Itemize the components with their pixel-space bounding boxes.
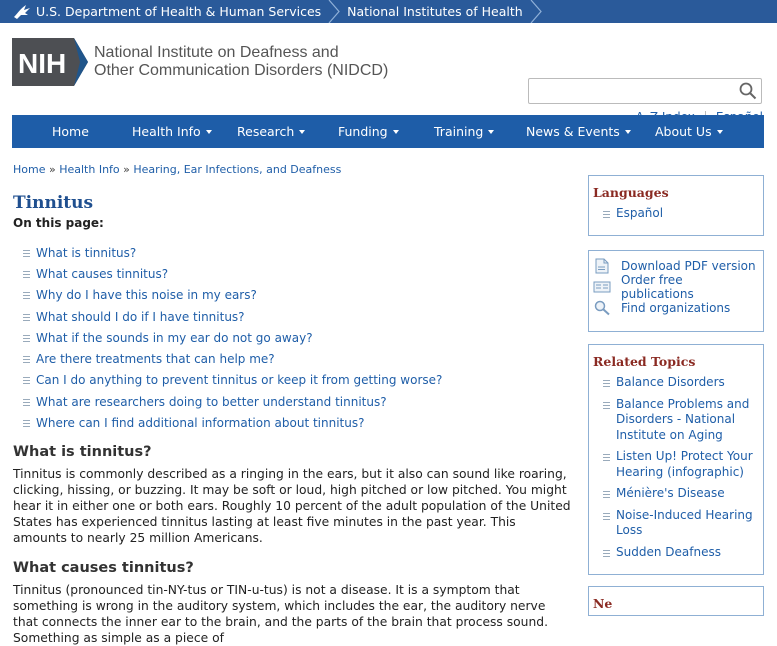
related-topic-item bbox=[603, 486, 757, 502]
nih-link[interactable]: National Institutes of Health bbox=[347, 4, 523, 19]
nav-health-info-label: Health Info bbox=[132, 124, 201, 139]
toc-link[interactable]: Can I do anything to prevent tinnitus or keep it from getting worse? bbox=[36, 373, 443, 388]
hhs-eagle-icon bbox=[12, 3, 32, 21]
breadcrumb bbox=[13, 163, 341, 176]
breadcrumb-home[interactable]: Home bbox=[13, 163, 46, 176]
related-topic-item bbox=[603, 397, 757, 444]
nav-home-label: Home bbox=[52, 124, 89, 139]
toc-link[interactable]: Where can I find additional information about tinnitus? bbox=[36, 416, 365, 431]
breadcrumb-separator: » bbox=[119, 163, 134, 176]
main-nav bbox=[12, 115, 764, 148]
nih-logo-icon bbox=[12, 38, 88, 86]
toc-item bbox=[23, 306, 573, 327]
toc-link[interactable]: Are there treatments that can help me? bbox=[36, 352, 275, 367]
next-box-title: Ne bbox=[593, 596, 613, 611]
institute-name bbox=[94, 44, 388, 80]
bullet-icon bbox=[603, 402, 610, 409]
related-topic-item bbox=[603, 375, 757, 391]
bullet-icon bbox=[23, 356, 30, 363]
related-topics-title: Related Topics bbox=[593, 354, 696, 369]
related-topic-item bbox=[603, 545, 757, 561]
related-topics-box bbox=[588, 344, 764, 575]
nav-health-info[interactable] bbox=[132, 115, 212, 148]
chevron-separator-icon bbox=[529, 0, 543, 23]
toc-link[interactable]: What should I do if I have tinnitus? bbox=[36, 309, 245, 324]
related-topic-link[interactable]: Listen Up! Protect Your Hearing (infographic) bbox=[616, 449, 753, 479]
toc-item bbox=[23, 348, 573, 369]
toc-item bbox=[23, 263, 573, 284]
search-icon[interactable] bbox=[739, 82, 757, 100]
bullet-icon bbox=[603, 454, 610, 461]
bullet-icon bbox=[23, 399, 30, 406]
nav-training-label: Training bbox=[434, 124, 484, 139]
chevron-separator-icon bbox=[327, 0, 341, 23]
bullet-icon bbox=[23, 335, 30, 342]
related-topic-item bbox=[603, 449, 757, 480]
nav-news-events[interactable] bbox=[526, 115, 631, 148]
order-publications-link[interactable]: Order free publications bbox=[621, 272, 694, 301]
nav-about-us[interactable] bbox=[655, 115, 723, 148]
caret-down-icon bbox=[206, 130, 212, 134]
search-box bbox=[528, 78, 762, 104]
nav-about-us-label: About Us bbox=[655, 124, 712, 139]
toc-item bbox=[23, 242, 573, 263]
caret-down-icon bbox=[488, 130, 494, 134]
language-item bbox=[603, 206, 757, 222]
bullet-icon bbox=[23, 420, 30, 427]
toc-item bbox=[23, 285, 573, 306]
section-heading-what-is: What is tinnitus? bbox=[13, 443, 152, 460]
hhs-top-bar bbox=[0, 0, 777, 23]
nav-research[interactable] bbox=[237, 115, 305, 148]
toc-item bbox=[23, 412, 573, 433]
nav-funding-label: Funding bbox=[338, 124, 388, 139]
caret-down-icon bbox=[299, 130, 305, 134]
bullet-icon bbox=[603, 491, 610, 498]
section-text-what-is: Tinnitus is commonly described as a ringing in the ears, but it also can sound like roaring, clicking, hissing, or buzzing. It may be soft or loud, high pitched or low pitched. You might hear it in either one or both ears. Roughly 10 percent of the adult population of the United States has experienced tinnitus lasting at least five minutes in the past year. This amounts to nearly 25 million Americans. bbox=[13, 466, 571, 545]
next-sidebar-box bbox=[588, 586, 764, 616]
toc-item bbox=[23, 327, 573, 348]
related-topic-link[interactable]: Sudden Deafness bbox=[616, 544, 721, 559]
resources-list bbox=[589, 251, 763, 322]
resources-box bbox=[588, 250, 764, 332]
section-heading-causes: What causes tinnitus? bbox=[13, 559, 194, 576]
publications-icon bbox=[593, 279, 611, 295]
bullet-icon bbox=[23, 271, 30, 278]
main-content bbox=[13, 193, 573, 646]
find-organizations-link[interactable]: Find organizations bbox=[621, 300, 731, 315]
toc-list bbox=[23, 242, 573, 434]
bullet-icon bbox=[23, 377, 30, 384]
related-topic-link[interactable]: Balance Disorders bbox=[616, 375, 725, 389]
toc-item bbox=[23, 391, 573, 412]
nih-logo-text: NIH bbox=[18, 48, 67, 79]
related-topic-item bbox=[603, 508, 757, 539]
hhs-label: U.S. Department of Health & Human Services bbox=[36, 4, 322, 19]
nav-home[interactable] bbox=[52, 115, 89, 148]
resource-item bbox=[593, 272, 757, 301]
caret-down-icon bbox=[717, 130, 723, 134]
caret-down-icon bbox=[393, 130, 399, 134]
bullet-icon bbox=[603, 380, 610, 387]
nav-news-events-label: News & Events bbox=[526, 124, 620, 139]
nav-training[interactable] bbox=[434, 115, 494, 148]
pdf-icon bbox=[593, 258, 611, 274]
on-this-page-label: On this page: bbox=[13, 216, 104, 230]
magnifier-icon bbox=[593, 300, 611, 316]
search-input[interactable] bbox=[529, 79, 729, 103]
related-topic-link[interactable]: Ménière's Disease bbox=[616, 486, 725, 500]
bullet-icon bbox=[603, 211, 610, 218]
toc-link[interactable]: What if the sounds in my ear do not go away? bbox=[36, 330, 313, 345]
nidcd-logo[interactable] bbox=[12, 38, 388, 86]
download-pdf-link[interactable]: Download PDF version bbox=[621, 258, 756, 273]
toc-item bbox=[23, 370, 573, 391]
languages-title: Languages bbox=[593, 185, 669, 200]
nav-research-label: Research bbox=[237, 124, 295, 139]
toc-link[interactable]: What causes tinnitus? bbox=[36, 266, 169, 281]
toc-link[interactable]: What are researchers doing to better understand tinnitus? bbox=[36, 394, 387, 409]
bullet-icon bbox=[23, 250, 30, 257]
bullet-icon bbox=[23, 314, 30, 321]
breadcrumb-current[interactable]: Hearing, Ear Infections, and Deafness bbox=[133, 163, 342, 176]
bullet-icon bbox=[23, 292, 30, 299]
breadcrumb-health-info[interactable]: Health Info bbox=[59, 163, 120, 176]
institute-name-line2: Other Communication Disorders (NIDCD) bbox=[94, 62, 389, 79]
hhs-link[interactable] bbox=[0, 0, 321, 23]
related-topic-link[interactable]: Balance Problems and Disorders - National Institute on Aging bbox=[616, 396, 750, 442]
related-topic-link[interactable]: Noise-Induced Hearing Loss bbox=[616, 507, 753, 537]
caret-down-icon bbox=[625, 130, 631, 134]
bullet-icon bbox=[603, 550, 610, 557]
nav-funding[interactable] bbox=[338, 115, 399, 148]
breadcrumb-separator: » bbox=[45, 163, 60, 176]
languages-box bbox=[588, 175, 764, 236]
toc-link[interactable]: Why do I have this noise in my ears? bbox=[36, 288, 257, 303]
page-title: Tinnitus bbox=[13, 193, 94, 213]
related-topics-list bbox=[589, 369, 763, 574]
toc-link[interactable]: What is tinnitus? bbox=[36, 245, 137, 260]
institute-name-line1: National Institute on Deafness and bbox=[94, 44, 339, 61]
site-header bbox=[0, 23, 777, 113]
language-link-espanol[interactable]: Español bbox=[616, 206, 664, 220]
languages-list bbox=[589, 200, 763, 236]
bullet-icon bbox=[603, 513, 610, 520]
section-text-causes: Tinnitus (pronounced tin-NY-tus or TIN-u-tus) is not a disease. It is a symptom that something is wrong in the auditory system, which includes the ear, the auditory nerve that connects the inner ear to the brain, and the parts of the brain that process sound. Something as simple as a piece of bbox=[13, 582, 548, 645]
